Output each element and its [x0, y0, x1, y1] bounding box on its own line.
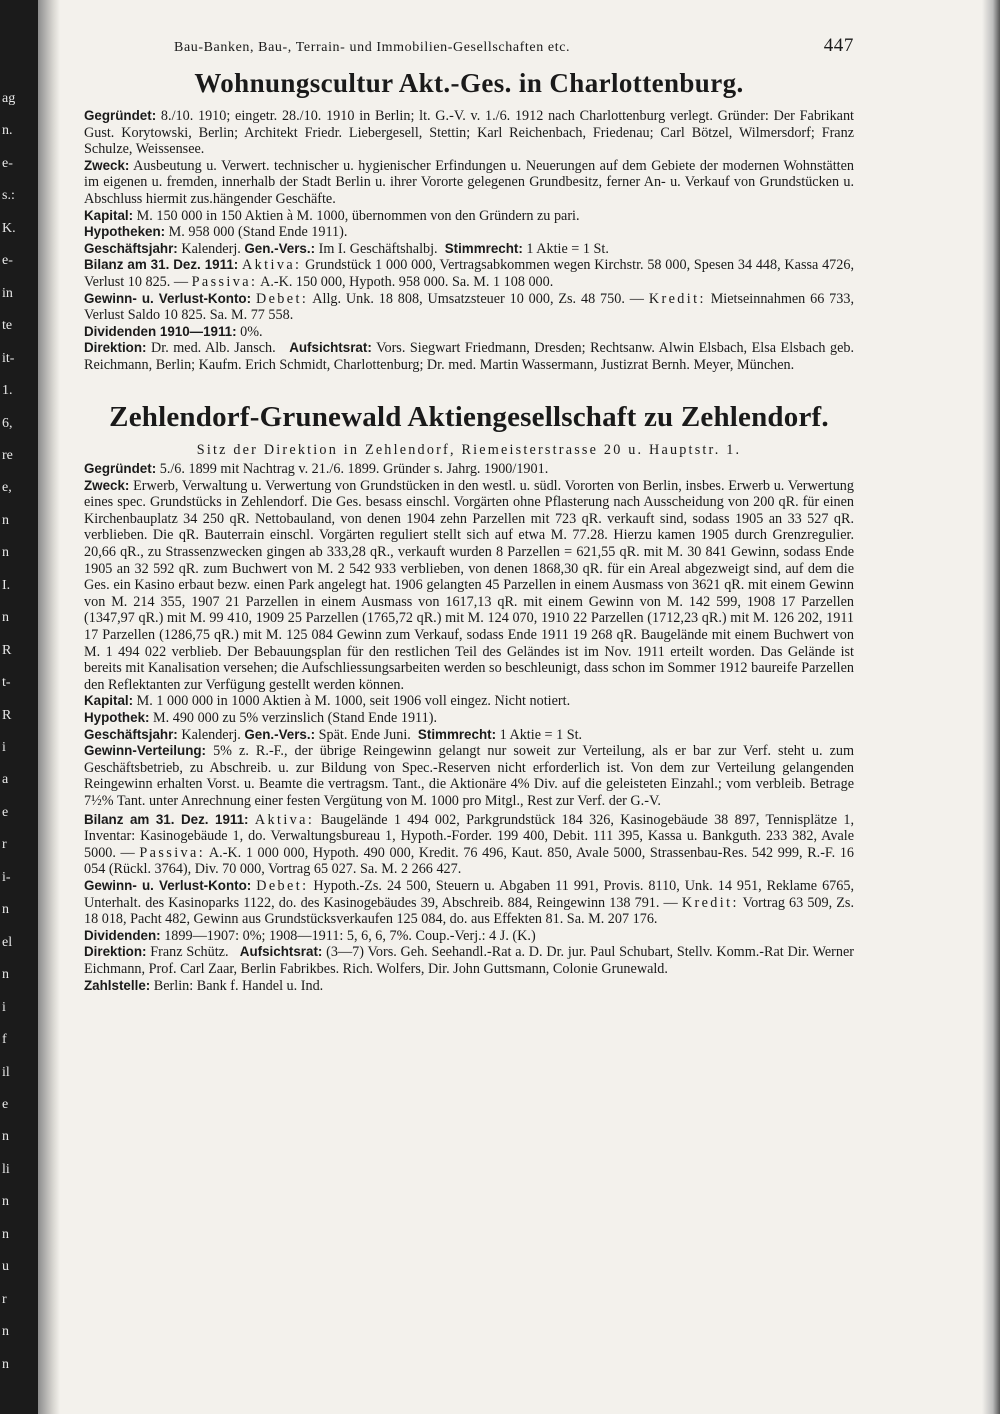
margin-fragment: e- [2, 156, 13, 171]
margin-fragment: R [2, 643, 12, 658]
founded-paragraph [84, 108, 854, 158]
profit-loss-debit: Hypoth.-Zs. 24 500, Steuern u. Abgaben 11 991, Provis. 8110, Unk. 14 951, Reklame 6765, Unterhalt. des Kasinoparks 1122, do. des Kasinogebäudes 39, Abschreib. 884, Reingewinn 138 791. — [84, 877, 854, 911]
supervisory-board-label: Aufsichtsrat: [289, 340, 372, 356]
credit-word: Kredit: [648, 290, 706, 307]
profit-distribution-text: 5% z. R.-F., der übrige Reingewinn gelangt nur soweit zur Verteilung, als er bar zur Verf. steht u. zum Geschäftsbetrieb, zu Abschreib. u. zur Bildung von Spec.-Reserven nicht erforderlich ist. Von dem zur Verteilung gelangenden Reingewinn erhalten Vorst. u. Beamte die vertragsm. Tant., die Aktionäre 4% Div. auf die geleisteten Einzahl.; vom verbleib. Betrage 7½% Tant. unter Anrechnung einer festen Vergütung von M. 1000 pro Mitgl., Rest zur Verf. der G.-V. [84, 743, 855, 809]
margin-fragment: e, [2, 480, 12, 495]
credit-word: Kredit: [681, 894, 739, 911]
paying-agent-label: Zahlstelle: [84, 977, 151, 993]
purpose-paragraph [84, 478, 854, 694]
entry-subtitle: Sitz der Direktion in Zehlendorf, Riemeisterstrasse 20 u. Hauptstr. 1. [196, 441, 742, 458]
fiscal-year-text: Kalenderj. [181, 726, 241, 743]
debit-word: Debet: [255, 290, 309, 307]
purpose-label: Zweck: [84, 157, 130, 173]
fiscal-year-label: Geschäftsjahr: [84, 726, 178, 742]
capital-paragraph [84, 208, 854, 225]
margin-fragment: e- [2, 253, 13, 268]
capital-paragraph [84, 693, 854, 710]
facing-page-edge [0, 0, 38, 1414]
voting-right-label: Stimmrecht: [417, 726, 497, 742]
balance-assets: Baugelände 1 494 002, Parkgrundstück 184 326, Kasinogebäude 38 897, Tennisplätze 1, Inventar: Kasinogebäude 1, do. Verwaltungsbureau 1, Hypoth.-Forder. 199 400, Debit. 111 395, Kassa u. Bankguth. 233 382, Avale 5000. — [84, 811, 855, 861]
entry-title: Zehlendorf-Grunewald Aktiengesellschaft zu Zehlendorf. [109, 400, 829, 433]
margin-fragment: u [2, 1259, 9, 1274]
margin-fragment: n [2, 513, 9, 528]
management-label: Direktion: [84, 944, 147, 960]
margin-fragment: re [2, 448, 13, 463]
capital-label: Kapital: [84, 207, 134, 223]
balance-liabilities: A.-K. 1 000 000, Hypoth. 490 000, Kredit. 76 496, Kaut. 850, Avale 5000, Strassenbau-Res. 542 999, R.-F. 16 054 (Rückl. 3764), Div. 70 000, Vortrag 65 027. Sa. M. 2 266 427. [84, 844, 855, 878]
profit-loss-paragraph [84, 878, 854, 928]
profit-distribution-paragraph [84, 743, 854, 809]
margin-fragment: n [2, 1324, 9, 1339]
margin-fragment: el [2, 935, 13, 950]
margin-fragment: i [2, 740, 6, 755]
dividends-label: Dividenden 1910—1911: [84, 323, 237, 339]
margin-fragment: n [2, 545, 9, 560]
margin-fragment: il [2, 1065, 10, 1080]
margin-fragment: r [2, 1292, 7, 1307]
margin-fragment: t- [2, 675, 11, 690]
margin-fragment: K. [2, 221, 16, 236]
paying-agent-paragraph [84, 978, 854, 995]
balance-liabilities: A.-K. 150 000, Hypoth. 958 000. Sa. M. 1 108 000. [260, 273, 554, 290]
capital-label: Kapital: [84, 693, 134, 709]
margin-fragment: f [2, 1032, 7, 1047]
dividends-text: 0%. [240, 323, 263, 340]
margin-fragment: n [2, 610, 9, 625]
book-gutter [38, 0, 60, 1414]
balance-paragraph [84, 257, 854, 290]
founded-paragraph [84, 461, 854, 478]
founded-label: Gegründet: [84, 108, 157, 123]
general-meeting-label: Gen.-Vers.: [244, 726, 316, 742]
fiscal-year-paragraph [84, 727, 854, 744]
mortgage-label: Hypotheken: [84, 224, 166, 240]
fiscal-year-label: Geschäftsjahr: [84, 240, 178, 256]
margin-fragment: s.: [2, 188, 15, 203]
document-page [84, 35, 855, 994]
management-text: Franz Schütz. [150, 944, 229, 961]
mortgage-paragraph [84, 710, 854, 727]
voting-right-text: 1 Aktie = 1 St. [499, 726, 583, 743]
capital-text: M. 150 000 in 150 Aktien à M. 1000, übernommen von den Gründern zu pari. [136, 207, 580, 224]
board-paragraph [84, 340, 854, 373]
balance-label: Bilanz am 31. Dez. 1911: [84, 257, 239, 273]
purpose-paragraph [84, 158, 854, 208]
dividends-paragraph [84, 928, 854, 945]
balance-paragraph [84, 812, 854, 878]
profit-loss-debit: Allg. Unk. 18 808, Umsatzsteuer 10 000, Zs. 48 750. — [312, 290, 644, 307]
margin-fragment: n. [2, 123, 13, 138]
profit-loss-label: Gewinn- u. Verlust-Konto: [84, 877, 252, 893]
margin-fragment: n [2, 902, 9, 917]
supervisory-board-text: (3—7) Vors. Geh. Seehandl.-Rat a. D. Dr. jur. Paul Schubart, Stellv. Komm.-Rat Dir. Werner Eichmann, Prof. Carl Zaar, Berlin Fabrikbes. Rich. Wolfers, Dir. John Guttsmann, Colonie Grunewald. [84, 944, 855, 977]
debit-word: Debet: [256, 877, 309, 894]
management-text: Dr. med. Alb. Jansch. [151, 340, 276, 357]
general-meeting-text: Spät. Ende Juni. [318, 726, 411, 743]
margin-fragment: in [2, 286, 13, 301]
margin-fragment: i [2, 1000, 6, 1015]
liabilities-word: Passiva: [139, 844, 206, 861]
capital-text: M. 1 000 000 in 1000 Aktien à M. 1000, seit 1906 voll eingez. Nicht notiert. [136, 693, 571, 710]
margin-fragment: ag [2, 91, 16, 106]
margin-fragment: a [2, 772, 9, 787]
fiscal-year-text: Kalenderj. [181, 240, 241, 257]
general-meeting-text: Im I. Geschäftshalbj. [318, 240, 438, 257]
margin-fragment: R [2, 708, 12, 723]
margin-fragment: r [2, 837, 7, 852]
supervisory-board-text: Vors. Siegwart Friedmann, Dresden; Rechtsanw. Alwin Elsbach, Elsa Elsbach geb. Reichmann, Berlin; Kaufm. Erich Schmidt, Charlottenburg; Dr. med. Martin Wassermann, Justizrat Bernh. Meyer, München. [84, 340, 855, 373]
entry-title: Wohnungscultur Akt.-Ges. in Charlottenburg. [194, 68, 744, 98]
founded-text: 8./10. 1910; eingetr. 28./10. 1910 in Berlin; lt. G.-V. v. 1./6. 1912 nach Charlottenburg verlegt. Gründer: Der Fabrikant Gust. Korytowski, Berlin; Architekt Friedr. Liebergesell, Stettin; Karl Reichenbach, Friedenau; Carl Bötzel, Wilmersdorf; Franz Schulze, Weissensee. [84, 108, 855, 158]
page-number: 447 [823, 35, 854, 56]
purpose-label: Zweck: [84, 477, 130, 493]
margin-fragment: n [2, 1129, 9, 1144]
running-head-text: Bau-Banken, Bau-, Terrain- und Immobilien-Gesellschaften etc. [174, 40, 571, 55]
management-label: Direktion: [84, 340, 147, 356]
mortgage-label: Hypothek: [84, 710, 150, 725]
profit-loss-paragraph [84, 291, 854, 324]
margin-fragment: 6, [2, 416, 13, 431]
margin-fragment: n [2, 1357, 9, 1372]
purpose-text: Erwerb, Verwaltung u. Verwertung von Grundstücken in den westl. u. südl. Vororten von Berlin, insbes. Erwerb u. Verwertung eines spec. Grundstücks in Zehlendorf. Die Ges. besass einschl. Vorgärten ohne Pflasterung nach Ausscheidung von 200 qR. für einen Kirchenbauplatz 34 250 qR. Nettobauland, von denen 1904 zehn Parzellen mit 723 qR. verkauft sind, sodass 1905 an 33 527 qR. verblieben. Die qR. Bauterrain einschl. Vorgärten reguliert stellt sich auf etwa M. 77.28. Hierzu kamen 1905 durch Grenzregulier. 20,66 qR., zu Strassenzwecken gingen ab 333,28 qR., verkauft wurden 8 Parzellen = 621,55 qR. mit M. 30 841 Gewinn, sodass Ende 1905 an 32 592 qR. zum Buchwert von M. 2 542 933 verblieben, von denen 1868,30 qR. für ein Areal abgezweigt sind, auf dem die Ges. ein Kasino erbaut bezw. einen Park angelegt hat. 1906 gelangten 45 Parzellen in einem Ausmass von 3621 qR. mit einem Gewinn von M. 214 355, 1907 21 Parzellen in einem Ausmass von 1617,13 qR. mit einem Gewinn von M. 142 599, 1908 17 Parzellen (1347,97 qR.) mit M. 99 410, 1909 25 Parzellen (1765,72 qR.) mit M. 124 070, 1910 22 Parzellen (1712,23 qR.) mit M. 126 202, 1911 17 Parzellen (1286,75 qR.) mit M. 125 084 Gewinn zum Verkauf, sodass Ende 1911 19 268 qR. Baugelände mit einem Buchwert von M. 1 494 022 verblieb. Der Bebauungsplan für den restlichen Teil des Geländes ist im Nov. 1911 erteilt worden. Das Gelände ist bereits mit Kanalisation versehen; die Aufschliessungsarbeiten werden so beschleunigt, dass schon im Sommer 1912 baureife Parzellen den Reflektanten zur Verfügung gestellt werden können. [84, 477, 854, 693]
board-paragraph [84, 944, 854, 977]
margin-fragment: e [2, 805, 9, 820]
voting-right-text: 1 Aktie = 1 St. [526, 240, 609, 257]
paying-agent-text: Berlin: Bank f. Handel u. Ind. [153, 977, 324, 994]
margin-fragment: n [2, 1194, 9, 1209]
profit-loss-label: Gewinn- u. Verlust-Konto: [84, 290, 252, 306]
profit-loss-credit: Vortrag 63 509, Zs. 18 018, Pacht 482, Gewinn aus Grundstücksverkaufen 125 084, do. aus Effekten 81. Sa. M. 207 176. [84, 894, 854, 928]
purpose-text: Ausbeutung u. Verwert. technischer u. hygienischer Erfindungen u. Neuerungen auf dem Gebiete der modernen Wohnstätten im eigenen u. fremden, innerhalb der Stadt Berlin u. ihrer Vororte gelegenen Grundbesitz, ferner An- u. Verkauf von Grundstücken u. Abschluss hiermit zus.hängender Geschäfte. [84, 157, 854, 207]
balance-assets: Grundstück 1 000 000, Vertragsabkommen wegen Kirchstr. 58 000, Spesen 34 448, Kassa 4726, Verlust 10 825. — [84, 257, 855, 290]
mortgage-text: M. 958 000 (Stand Ende 1911). [168, 224, 348, 241]
margin-fragment: n [2, 967, 9, 982]
assets-word: Aktiva: [254, 811, 315, 828]
liabilities-word: Passiva: [191, 273, 258, 290]
margin-fragment: e [2, 1097, 9, 1112]
founded-text: 5./6. 1899 mit Nachtrag v. 21./6. 1899. Gründer s. Jahrg. 1900/1901. [159, 461, 549, 478]
margin-fragment: li [2, 1162, 10, 1177]
balance-label: Bilanz am 31. Dez. 1911: [84, 811, 249, 827]
dividends-paragraph [84, 324, 854, 341]
voting-right-label: Stimmrecht: [444, 240, 523, 256]
page-right-edge [982, 0, 1000, 1414]
margin-fragment: I. [2, 578, 11, 593]
margin-fragment: 1. [2, 383, 13, 398]
general-meeting-label: Gen.-Vers.: [244, 240, 316, 256]
profit-loss-credit: Mietseinnahmen 66 733, Verlust Saldo 10 825. Sa. M. 77 558. [84, 290, 855, 324]
margin-fragment: te [2, 318, 13, 333]
mortgage-text: M. 490 000 zu 5% verzinslich (Stand Ende 1911). [153, 710, 437, 726]
margin-fragment: it- [2, 351, 15, 366]
profit-distribution-label: Gewinn-Verteilung: [84, 743, 207, 759]
mortgage-paragraph [84, 224, 854, 241]
dividends-label: Dividenden: [84, 927, 161, 943]
dividends-text: 1899—1907: 0%; 1908—1911: 5, 6, 6, 7%. Coup.-Verj.: 4 J. (K.) [164, 927, 536, 944]
fiscal-year-paragraph [84, 241, 854, 258]
assets-word: Aktiva: [242, 257, 302, 274]
supervisory-board-label: Aufsichtsrat: [239, 944, 323, 960]
founded-label: Gegründet: [84, 461, 157, 477]
running-head [84, 35, 854, 62]
margin-fragment: n [2, 1227, 9, 1242]
margin-fragment: i- [2, 870, 11, 885]
